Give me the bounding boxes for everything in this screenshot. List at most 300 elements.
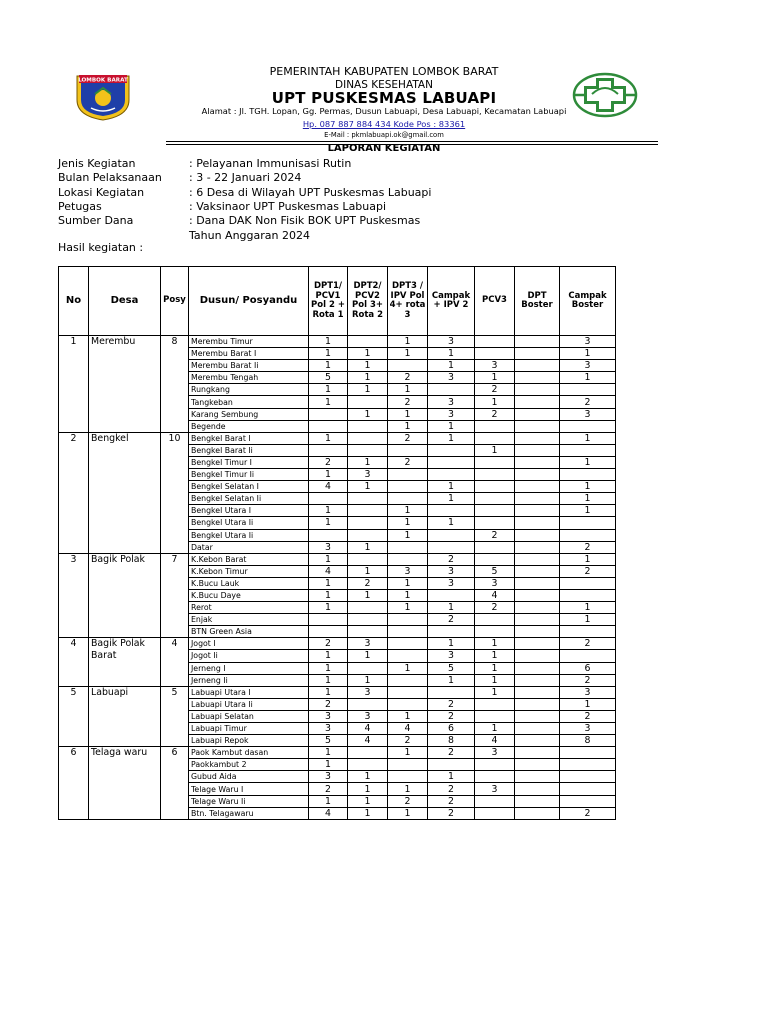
cell-value: 1 [348, 360, 388, 372]
cell-posy [161, 348, 189, 360]
cell-value: 1 [309, 336, 348, 348]
cell-dusun: Jerneng Ii [189, 674, 309, 686]
header-dusun: Dusun/ Posyandu [189, 267, 309, 336]
cell-desa: Telaga waru [89, 747, 161, 759]
cell-value [475, 481, 515, 493]
cell-posy [161, 481, 189, 493]
cell-no [59, 698, 89, 710]
cell-posy: 6 [161, 747, 189, 759]
cell-value: 2 [428, 698, 475, 710]
cell-value: 2 [428, 795, 475, 807]
cell-value [515, 577, 560, 589]
header-campak: Campak + IPV 2 [428, 267, 475, 336]
cell-desa [89, 577, 161, 589]
cell-dusun: Bengkel Utara Ii [189, 529, 309, 541]
cell-value: 1 [309, 589, 348, 601]
cell-no [59, 529, 89, 541]
cell-value: 3 [428, 577, 475, 589]
cell-value [515, 348, 560, 360]
cell-dusun: Jogot I [189, 638, 309, 650]
cell-desa [89, 456, 161, 468]
cell-value [560, 444, 616, 456]
cell-dusun: Merembu Tengah [189, 372, 309, 384]
header-posy: Posy [161, 267, 189, 336]
cell-value: 2 [388, 735, 428, 747]
cell-desa [89, 420, 161, 432]
table-row [59, 783, 616, 795]
cell-desa [89, 372, 161, 384]
cell-dusun: Bengkel Selatan Ii [189, 493, 309, 505]
cell-dusun: Begende [189, 420, 309, 432]
cell-value: 3 [428, 650, 475, 662]
cell-value: 3 [388, 565, 428, 577]
cell-value: 1 [309, 747, 348, 759]
cell-posy [161, 469, 189, 481]
cell-desa [89, 710, 161, 722]
cell-desa [89, 626, 161, 638]
cell-no [59, 650, 89, 662]
cell-value [348, 602, 388, 614]
table-row [59, 456, 616, 468]
cell-value [348, 432, 388, 444]
cell-value: 2 [388, 396, 428, 408]
cell-value: 1 [428, 360, 475, 372]
cell-value: 1 [309, 795, 348, 807]
cell-value: 1 [309, 602, 348, 614]
cell-no [59, 807, 89, 819]
cell-value [475, 614, 515, 626]
cell-dusun: Enjak [189, 614, 309, 626]
cell-value [428, 444, 475, 456]
cell-dusun: Bengkel Barat I [189, 432, 309, 444]
cell-value [475, 698, 515, 710]
cell-no [59, 602, 89, 614]
cell-no [59, 735, 89, 747]
cell-value: 1 [560, 698, 616, 710]
cell-posy [161, 360, 189, 372]
cell-value: 1 [309, 662, 348, 674]
cell-no [59, 565, 89, 577]
cell-value: 2 [560, 674, 616, 686]
cell-no: 3 [59, 553, 89, 565]
cell-no [59, 360, 89, 372]
table-row [59, 626, 616, 638]
cell-value: 4 [309, 481, 348, 493]
cell-posy [161, 493, 189, 505]
cell-posy: 10 [161, 432, 189, 444]
cell-value: 1 [560, 614, 616, 626]
cell-dusun: Datar [189, 541, 309, 553]
info-value: : Vaksinaor UPT Puskesmas Labuapi [189, 200, 387, 213]
cell-value [515, 686, 560, 698]
cell-posy [161, 662, 189, 674]
cell-value: 1 [388, 420, 428, 432]
cell-no [59, 469, 89, 481]
cell-desa [89, 444, 161, 456]
cell-no [59, 589, 89, 601]
cell-value [388, 771, 428, 783]
cell-value: 1 [560, 456, 616, 468]
cell-value: 1 [309, 517, 348, 529]
cell-value [515, 602, 560, 614]
table-row [59, 589, 616, 601]
table-row [59, 807, 616, 819]
result-label: Hasil kegiatan : [58, 241, 144, 254]
cell-value: 6 [560, 662, 616, 674]
cell-value [388, 698, 428, 710]
cell-value: 1 [428, 638, 475, 650]
cell-value [515, 529, 560, 541]
cell-value [475, 420, 515, 432]
info-value: : 3 - 22 Januari 2024 [189, 171, 302, 184]
cell-dusun: Telage Waru I [189, 783, 309, 795]
cell-desa: Bagik Polak [89, 553, 161, 565]
cell-value: 1 [428, 420, 475, 432]
cell-value: 2 [560, 396, 616, 408]
cell-value [348, 420, 388, 432]
cell-dusun: BTN Green Asia [189, 626, 309, 638]
cell-posy [161, 626, 189, 638]
cell-posy [161, 517, 189, 529]
cell-desa [89, 807, 161, 819]
cell-value: 1 [348, 408, 388, 420]
cell-value [428, 759, 475, 771]
cell-value: 6 [428, 723, 475, 735]
cell-value: 3 [309, 541, 348, 553]
cell-dusun: K.Bucu Lauk [189, 577, 309, 589]
cell-value [515, 408, 560, 420]
cell-desa [89, 783, 161, 795]
cell-value [475, 469, 515, 481]
cell-value: 2 [309, 638, 348, 650]
cell-value: 1 [348, 795, 388, 807]
cell-no [59, 783, 89, 795]
cell-value: 1 [560, 602, 616, 614]
cell-desa [89, 723, 161, 735]
header-dpt2: DPT2/ PCV2 Pol 3+ Rota 2 [348, 267, 388, 336]
cell-no [59, 626, 89, 638]
cell-value [515, 747, 560, 759]
cell-value: 1 [388, 348, 428, 360]
cell-no: 5 [59, 686, 89, 698]
cell-no [59, 408, 89, 420]
cell-value [388, 674, 428, 686]
table-row [59, 336, 616, 348]
cell-value [515, 360, 560, 372]
cell-value: 3 [475, 747, 515, 759]
table-row [59, 747, 616, 759]
cell-value: 1 [348, 650, 388, 662]
cell-no [59, 723, 89, 735]
cell-value: 3 [348, 710, 388, 722]
cell-dusun: Bengkel Selatan I [189, 481, 309, 493]
table-row [59, 469, 616, 481]
cell-value: 1 [560, 481, 616, 493]
cell-value [388, 444, 428, 456]
cell-value: 1 [475, 650, 515, 662]
cell-value: 1 [388, 747, 428, 759]
cell-value: 1 [309, 577, 348, 589]
cell-value: 4 [388, 723, 428, 735]
cell-value: 1 [388, 505, 428, 517]
cell-no [59, 759, 89, 771]
cell-value: 4 [309, 565, 348, 577]
cell-value [475, 807, 515, 819]
cell-value [348, 614, 388, 626]
cell-value: 1 [475, 372, 515, 384]
cell-no [59, 372, 89, 384]
cell-posy [161, 735, 189, 747]
cell-value [388, 553, 428, 565]
cell-value [309, 408, 348, 420]
cell-desa [89, 541, 161, 553]
cell-posy [161, 783, 189, 795]
table-row [59, 565, 616, 577]
cell-posy [161, 384, 189, 396]
cell-value: 3 [560, 336, 616, 348]
cell-value: 2 [309, 698, 348, 710]
table-row [59, 553, 616, 565]
cell-dusun: Merembu Barat Ii [189, 360, 309, 372]
table-row [59, 698, 616, 710]
info-value: Tahun Anggaran 2024 [189, 229, 310, 242]
cell-desa: Bagik Polak [89, 638, 161, 650]
logo-text: LOMBOK BARAT [78, 77, 128, 84]
cell-value: 1 [388, 384, 428, 396]
cell-dusun: Merembu Barat I [189, 348, 309, 360]
cell-value [475, 553, 515, 565]
cell-value: 1 [560, 505, 616, 517]
table-row [59, 662, 616, 674]
cell-no [59, 795, 89, 807]
cell-value: 1 [348, 783, 388, 795]
cell-value [388, 614, 428, 626]
cell-value [428, 626, 475, 638]
cell-value: 1 [348, 541, 388, 553]
cell-value [475, 336, 515, 348]
cell-value [428, 529, 475, 541]
table-row [59, 674, 616, 686]
cell-value [388, 626, 428, 638]
cell-value [348, 698, 388, 710]
cell-value [560, 577, 616, 589]
cell-value [388, 686, 428, 698]
cell-desa [89, 674, 161, 686]
cell-no [59, 674, 89, 686]
table-body [59, 336, 616, 820]
cell-value [428, 384, 475, 396]
info-label: Jenis Kegiatan [58, 157, 136, 170]
address: Alamat : Jl. TGH. Lopan, Gg. Permas, Dusun Labuapi, Desa Labuapi, Kecamatan Labuapi [201, 106, 567, 116]
cell-posy [161, 723, 189, 735]
cell-desa [89, 408, 161, 420]
cell-value: 1 [388, 589, 428, 601]
cell-value [475, 493, 515, 505]
cell-value [515, 432, 560, 444]
cell-value: 8 [560, 735, 616, 747]
cell-no: 2 [59, 432, 89, 444]
table-row [59, 759, 616, 771]
cell-value [515, 614, 560, 626]
cell-posy [161, 674, 189, 686]
cell-desa: Labuapi [89, 686, 161, 698]
table-row [59, 638, 616, 650]
email: E-Mail : pkmlabuapi.ok@gmail.com [324, 131, 444, 139]
cell-posy [161, 650, 189, 662]
cell-value [515, 541, 560, 553]
cell-posy [161, 505, 189, 517]
table-row [59, 396, 616, 408]
cell-value: 1 [388, 336, 428, 348]
table-row [59, 493, 616, 505]
cell-value: 3 [560, 723, 616, 735]
cell-no [59, 614, 89, 626]
cell-value: 1 [428, 771, 475, 783]
cell-dusun: Btn. Telagawaru [189, 807, 309, 819]
cell-value [475, 432, 515, 444]
cell-value: 1 [388, 783, 428, 795]
cell-value: 1 [348, 771, 388, 783]
cell-value [515, 735, 560, 747]
cell-value [348, 336, 388, 348]
cell-value: 3 [309, 723, 348, 735]
cell-value: 2 [475, 529, 515, 541]
cell-value: 1 [388, 710, 428, 722]
cell-no [59, 577, 89, 589]
cell-value: 3 [348, 638, 388, 650]
immunization-table [58, 266, 616, 820]
cell-value [560, 783, 616, 795]
cell-value: 1 [348, 384, 388, 396]
cell-value: 1 [309, 650, 348, 662]
cell-value: 1 [388, 517, 428, 529]
cell-dusun: Bengkel Timur Ii [189, 469, 309, 481]
cell-no [59, 348, 89, 360]
table-row [59, 408, 616, 420]
cell-value [348, 517, 388, 529]
cell-value: 1 [388, 807, 428, 819]
cell-value: 1 [348, 565, 388, 577]
table-row [59, 723, 616, 735]
cell-posy: 5 [161, 686, 189, 698]
cell-value [515, 638, 560, 650]
cell-value: 3 [428, 336, 475, 348]
cell-no [59, 481, 89, 493]
table-row [59, 432, 616, 444]
cell-value: 2 [428, 747, 475, 759]
cell-value: 1 [560, 348, 616, 360]
cell-no [59, 444, 89, 456]
cell-value: 2 [475, 384, 515, 396]
cell-value: 1 [475, 723, 515, 735]
cell-value: 4 [309, 807, 348, 819]
cell-dusun: K.Kebon Timur [189, 565, 309, 577]
department-name: DINAS KESEHATAN [335, 79, 433, 91]
cell-value: 2 [388, 432, 428, 444]
cell-dusun: Labuapi Utara I [189, 686, 309, 698]
cell-value: 1 [388, 577, 428, 589]
cell-value: 1 [348, 807, 388, 819]
cell-dusun: Rerot [189, 602, 309, 614]
cell-no [59, 420, 89, 432]
cell-value [348, 662, 388, 674]
cell-value [475, 710, 515, 722]
cell-value: 1 [475, 674, 515, 686]
cell-posy [161, 372, 189, 384]
cell-posy: 7 [161, 553, 189, 565]
cell-value: 1 [309, 759, 348, 771]
cell-dusun: Labuapi Utara Ii [189, 698, 309, 710]
cell-value: 2 [428, 553, 475, 565]
cell-desa [89, 589, 161, 601]
cell-value [428, 469, 475, 481]
cell-value: 1 [309, 686, 348, 698]
cell-value [475, 626, 515, 638]
cell-no [59, 384, 89, 396]
cell-value: 3 [428, 396, 475, 408]
cell-value: 1 [428, 602, 475, 614]
cell-value [515, 553, 560, 565]
cell-value [560, 469, 616, 481]
cell-value: 3 [309, 710, 348, 722]
cell-value [475, 517, 515, 529]
cell-value [560, 529, 616, 541]
cell-value [348, 505, 388, 517]
cell-dusun: K.Kebon Barat [189, 553, 309, 565]
cell-value: 2 [428, 807, 475, 819]
cell-dusun: K.Bucu Daye [189, 589, 309, 601]
cell-value [560, 626, 616, 638]
cell-value [475, 505, 515, 517]
table-row [59, 348, 616, 360]
info-value: : Dana DAK Non Fisik BOK UPT Puskesmas [189, 214, 421, 227]
header-no: No [59, 267, 89, 336]
cell-value [560, 650, 616, 662]
cell-value [309, 529, 348, 541]
cell-dusun: Bengkel Timur I [189, 456, 309, 468]
phone-link[interactable]: Hp. 087 887 884 434 Kode Pos : 83361 [302, 119, 466, 129]
cell-value: 5 [428, 662, 475, 674]
cell-dusun: Bengkel Barat Ii [189, 444, 309, 456]
cell-posy [161, 456, 189, 468]
info-label: Petugas [58, 200, 102, 213]
report-title: LAPORAN KEGIATAN [327, 143, 441, 154]
cell-posy: 8 [161, 336, 189, 348]
cell-desa [89, 469, 161, 481]
cell-value: 2 [560, 807, 616, 819]
cell-dusun: Rungkang [189, 384, 309, 396]
cell-value: 1 [475, 662, 515, 674]
cell-no [59, 662, 89, 674]
cell-posy [161, 408, 189, 420]
cell-desa [89, 348, 161, 360]
cell-value [309, 493, 348, 505]
cell-desa: Barat [89, 650, 161, 662]
cell-no [59, 505, 89, 517]
cell-value: 1 [309, 553, 348, 565]
cell-value [515, 336, 560, 348]
table-row [59, 577, 616, 589]
cell-desa [89, 384, 161, 396]
cell-value [560, 589, 616, 601]
cell-desa [89, 529, 161, 541]
cell-value: 2 [388, 795, 428, 807]
cell-desa [89, 396, 161, 408]
cell-desa [89, 662, 161, 674]
cell-value: 1 [560, 553, 616, 565]
cell-value: 1 [560, 493, 616, 505]
cell-value: 1 [309, 348, 348, 360]
